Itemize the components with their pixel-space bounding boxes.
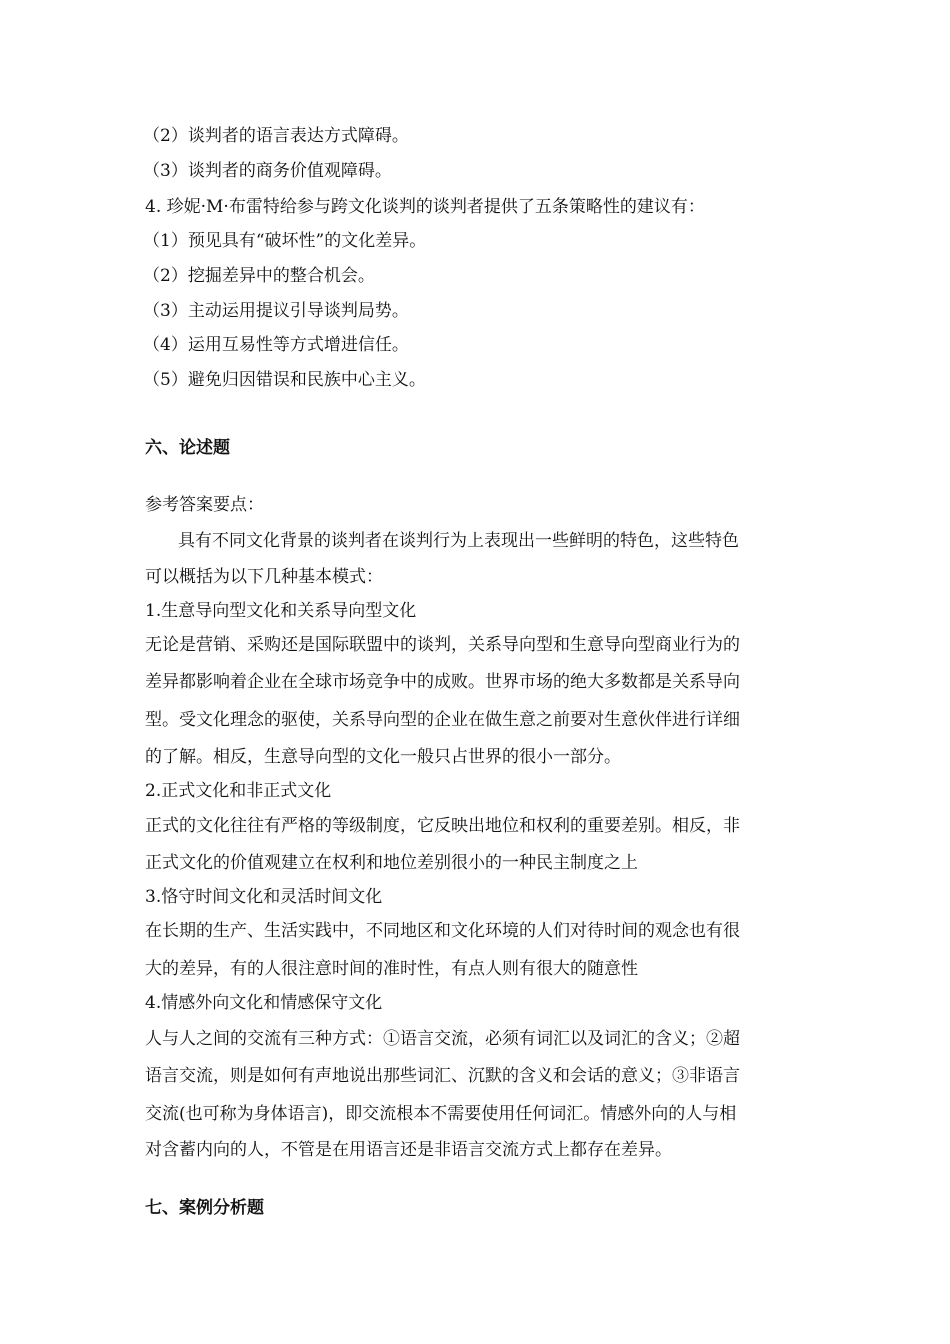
text-line: 大的差异，有的人很注意时间的准时性，有点人则有很大的随意性 <box>145 959 638 979</box>
text-line: 正式的文化往往有严格的等级制度，它反映出地位和权利的重要差别。相反，非 <box>145 816 740 836</box>
subheading: 3.恪守时间文化和灵活时间文化 <box>145 887 383 907</box>
text-line: 4. 珍妮·M·布雷特给参与跨文化谈判的谈判者提供了五条策略性的建议有： <box>145 197 705 217</box>
text-line: （4）运用互易性等方式增进信任。 <box>143 335 409 355</box>
subheading: 1.生意导向型文化和关系导向型文化 <box>145 601 417 621</box>
text-line: 人与人之间的交流有三种方式：①语言交流，必须有词汇以及词汇的含义；②超 <box>145 1029 740 1049</box>
section-heading: 七、案例分析题 <box>145 1198 264 1218</box>
text-line: 在长期的生产、生活实践中，不同地区和文化环境的人们对待时间的观念也有很 <box>145 921 740 941</box>
subheading: 4.情感外向文化和情感保守文化 <box>145 993 383 1013</box>
text-line: （3）主动运用提议引导谈判局势。 <box>143 301 409 321</box>
text-line: （2）挖掘差异中的整合机会。 <box>143 266 375 286</box>
section-heading: 六、论述题 <box>145 438 230 458</box>
text-line: 参考答案要点： <box>145 495 264 515</box>
text-line: （3）谈判者的商务价值观障碍。 <box>143 161 392 181</box>
text-line: 正式文化的价值观建立在权利和地位差别很小的一种民主制度之上 <box>145 853 638 873</box>
text-line: （2）谈判者的语言表达方式障碍。 <box>143 126 409 146</box>
text-line: （5）避免归因错误和民族中心主义。 <box>143 370 426 390</box>
text-line: 可以概括为以下几种基本模式： <box>145 567 383 587</box>
text-line: 的了解。相反，生意导向型的文化一般只占世界的很小一部分。 <box>145 747 621 767</box>
text-line: 对含蓄内向的人，不管是在用语言还是非语言交流方式上都存在差异。 <box>145 1140 672 1160</box>
text-line: 差异都影响着企业在全球市场竞争中的成败。世界市场的绝大多数都是关系导向 <box>145 672 740 692</box>
text-line: （1）预见具有“破坏性”的文化差异。 <box>143 231 427 251</box>
text-line: 交流(也可称为身体语言)，即交流根本不需要使用任何词汇。情感外向的人与相 <box>145 1104 737 1124</box>
text-line: 型。受文化理念的驱使，关系导向型的企业在做生意之前要对生意伙伴进行详细 <box>145 710 740 730</box>
text-line: 具有不同文化背景的谈判者在谈判行为上表现出一些鲜明的特色，这些特色 <box>178 531 739 551</box>
text-line: 语言交流，则是如何有声地说出那些词汇、沉默的含义和会话的意义；③非语言 <box>145 1066 740 1086</box>
text-line: 无论是营销、采购还是国际联盟中的谈判，关系导向型和生意导向型商业行为的 <box>145 635 740 655</box>
subheading: 2.正式文化和非正式文化 <box>145 781 332 801</box>
